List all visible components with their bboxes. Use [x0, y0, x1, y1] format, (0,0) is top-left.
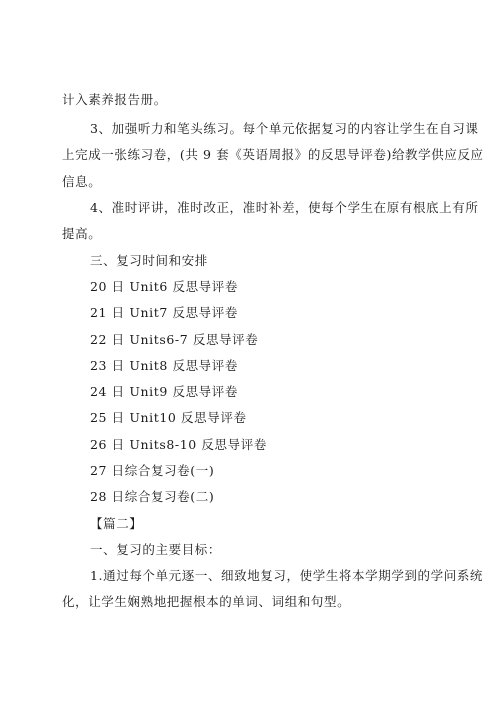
schedule-item: 21 日 Unit7 反思导评卷 [90, 305, 238, 320]
schedule-item: 27 日综合复习卷(一) [90, 463, 215, 478]
schedule-item: 28 日综合复习卷(二) [90, 489, 215, 504]
goal-item-1: 1.通过每个单元逐一、细致地复习，使学生将本学期学到的学问系统 [90, 568, 484, 583]
paragraph-item-3-line-2: 上完成一张练习卷，(共 9 套《英语周报》的反思导评卷)给教学供应反应 [62, 147, 484, 162]
section-title-part-two: 【篇二】 [90, 516, 143, 531]
section-heading-schedule: 三、复习时间和安排 [90, 253, 208, 268]
text-line-continuation: 计入素养报告册。 [62, 92, 167, 107]
schedule-item: 20 日 Unit6 反思导评卷 [90, 279, 238, 294]
goal-item-1-line-2: 化，让学生娴熟地把握根本的单词、词组和句型。 [62, 594, 351, 609]
paragraph-item-4: 4、准时评讲，准时改正，准时补差，使每个学生在原有根底上有所 [90, 200, 479, 215]
paragraph-item-3-line-3: 信息。 [62, 174, 102, 189]
schedule-item: 26 日 Units8-10 反思导评卷 [90, 437, 267, 452]
paragraph-item-3: 3、加强听力和笔头练习。每个单元依据复习的内容让学生在自习课 [90, 121, 479, 136]
schedule-item: 24 日 Unit9 反思导评卷 [90, 384, 238, 399]
schedule-item: 22 日 Units6-7 反思导评卷 [90, 332, 259, 347]
schedule-item: 25 日 Unit10 反思导评卷 [90, 410, 247, 425]
paragraph-item-4-line-2: 提高。 [62, 226, 102, 241]
section-heading-goals: 一、复习的主要目标： [90, 542, 222, 557]
schedule-item: 23 日 Unit8 反思导评卷 [90, 358, 238, 373]
